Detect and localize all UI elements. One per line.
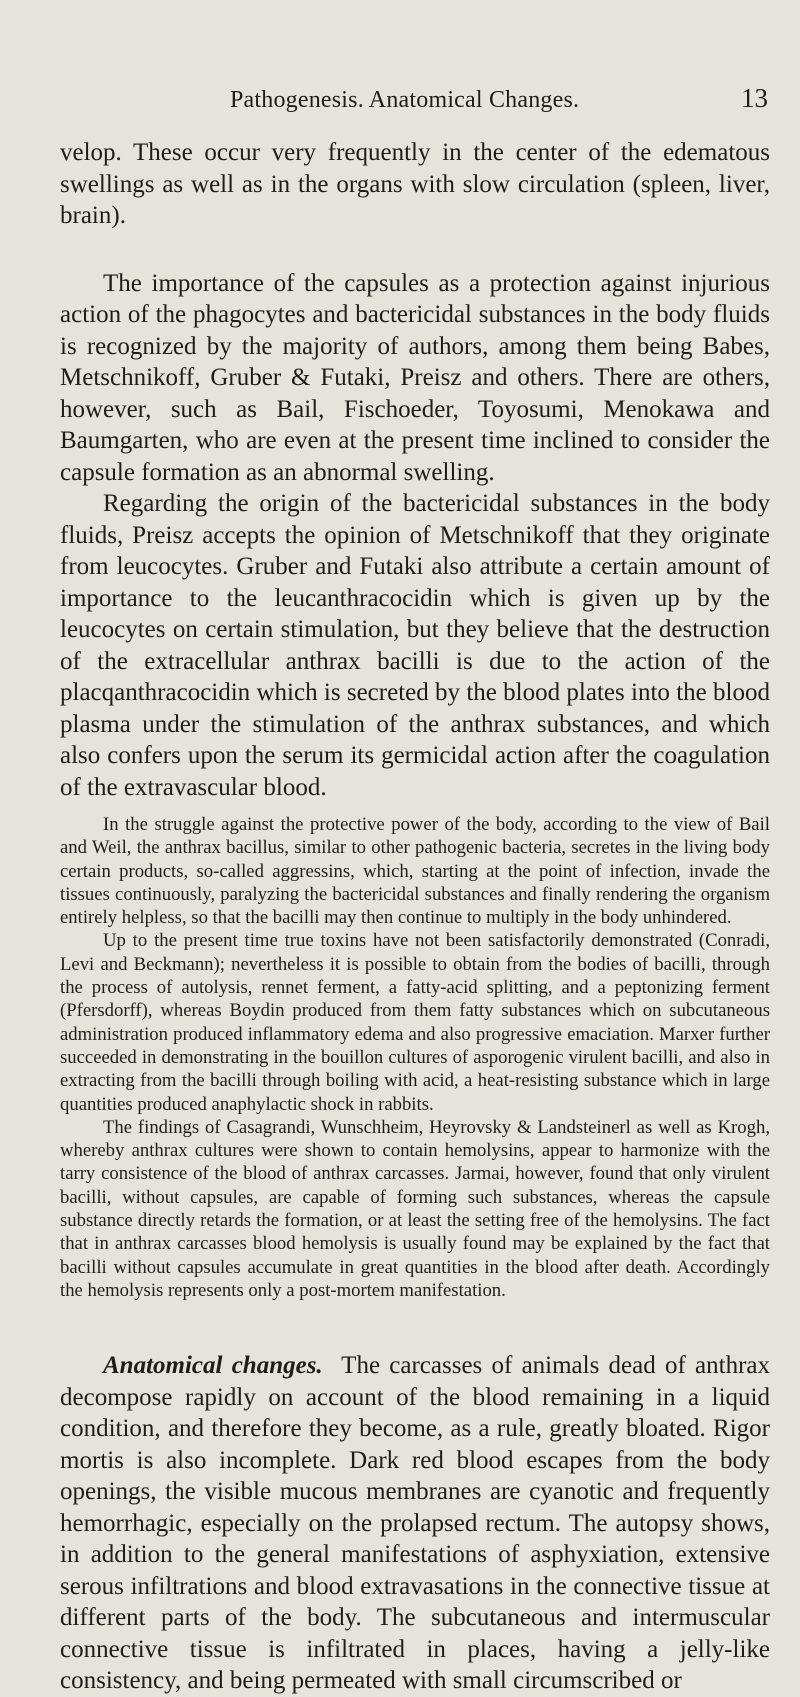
paragraph-findings: The findings of Casagrandi, Wunschheim, Heyrovsky & Landsteinerl as well as Krogh, whereby anthrax cultures were shown to contain hemolysins, appear to harmonize with the tarry consistence of the blood of anthrax carcasses. Jarmai, however, found that only virulent bacilli, without capsules, are capable of forming such substances, whereas the capsule substance directly retards the formation, or at least the setting free of the hemolysins. The fact that in anthrax carcasses blood hemolysis is usually found may be explained by the fact that bacilli without capsules accumulate in great quantities in the blood after death. Accordingly the hemolysis represents only a post-mortem manifestation. — [60, 1116, 770, 1301]
page-number: 13 — [741, 83, 768, 113]
paragraph-anatomical — [60, 1350, 770, 1697]
running-title: Pathogenesis. Anatomical Changes. — [230, 87, 580, 113]
paragraph-struggle: In the struggle against the protective power of the body, according to the view of Bail and Weil, the anthrax bacillus, similar to other pathogenic bacteria, secretes in the living body certain products, so-called aggressins, which, starting at the point of infection, invade the tissues continuously, paralyzing the bactericidal substances and finally rendering the organism entirely helpless, so that the bacilli may then continue to multiply in the body unhindered. — [60, 814, 770, 929]
paragraph-toxins: Up to the present time true toxins have not been satisfactorily demonstrated (Conradi, Levi and Beckmann); nevertheless it is possible to obtain from the bodies of bacilli, through the process of autolysis, rennet ferment, a fatty-acid splitting, and a peptonizing ferment (Pfersdorff), whereas Boydin produced from them fatty substances which on subcutaneous administration produced inflammatory edema and also progressive emaciation. Marxer further succeeded in demonstrating in the bouillon cultures of asporogenic virulent bacilli, and also in extracting from the bacilli through boiling with acid, a heat-resisting substance which in large quantities produced anaphylactic shock in rabbits. — [60, 930, 770, 1115]
running-header — [60, 83, 770, 137]
book-page — [0, 83, 800, 1695]
anatomical-changes-section — [60, 1350, 770, 1697]
paragraph-origin: Regarding the origin of the bactericidal substances in the body fluids, Preisz accepts the opinion of Metschnikoff that they originate from leucocytes. Gruber and Futaki also attribute a certain amount of importance to the leucanthracocidin which is given up by the leucocytes on certain stimulation, but they believe that the destruction of the extracellular anthrax bacilli is due to the action of the placqanthracocidin which is secreted by the blood plates into the blood plasma under the stimulation of the anthrax substances, and which also confers upon the serum its germicidal action after the coagulation of the extravascular blood. — [60, 490, 770, 801]
section-text: The carcasses of animals dead of anthrax decompose rapidly on account of the blood remaining in a liquid condition, and therefore they become, as a rule, greatly bloated. Rigor mortis is also incomplete. Dark red blood escapes from the body openings, the visible mucous membranes are cyanotic and frequently hemorrhagic, especially on the prolapsed rectum. The autopsy shows, in addition to the general manifestations of asphyxiation, extensive serous infiltrations and blood extravasations in the connective tissue at different parts of the body. The subcutaneous and intermuscular connective tissue is infiltrated in places, having a jelly-like consistency, and being permeated with small circumscribed or — [60, 1352, 771, 1695]
section-heading: Anatomical changes. — [103, 1352, 323, 1380]
paragraph-capsules: The importance of the capsules as a protection against injurious action of the phagocytes and bactericidal substances in the body fluids is recognized by the majority of authors, among them being Babes, Metschnikoff, Gruber & Futaki, Preisz and others. There are others, however, such as Bail, Fischoeder, Toyosumi, Menokawa and Baumgarten, who are even at the present time inclined to consider the capsule formation as an abnormal swelling. — [60, 269, 770, 486]
small-print-block — [60, 813, 770, 1302]
main-text-block — [60, 137, 770, 803]
paragraph-intro: velop. These occur very frequently in the center of the edematous swellings as well as in the organs with slow circulation (spleen, liver, brain). — [60, 139, 770, 229]
